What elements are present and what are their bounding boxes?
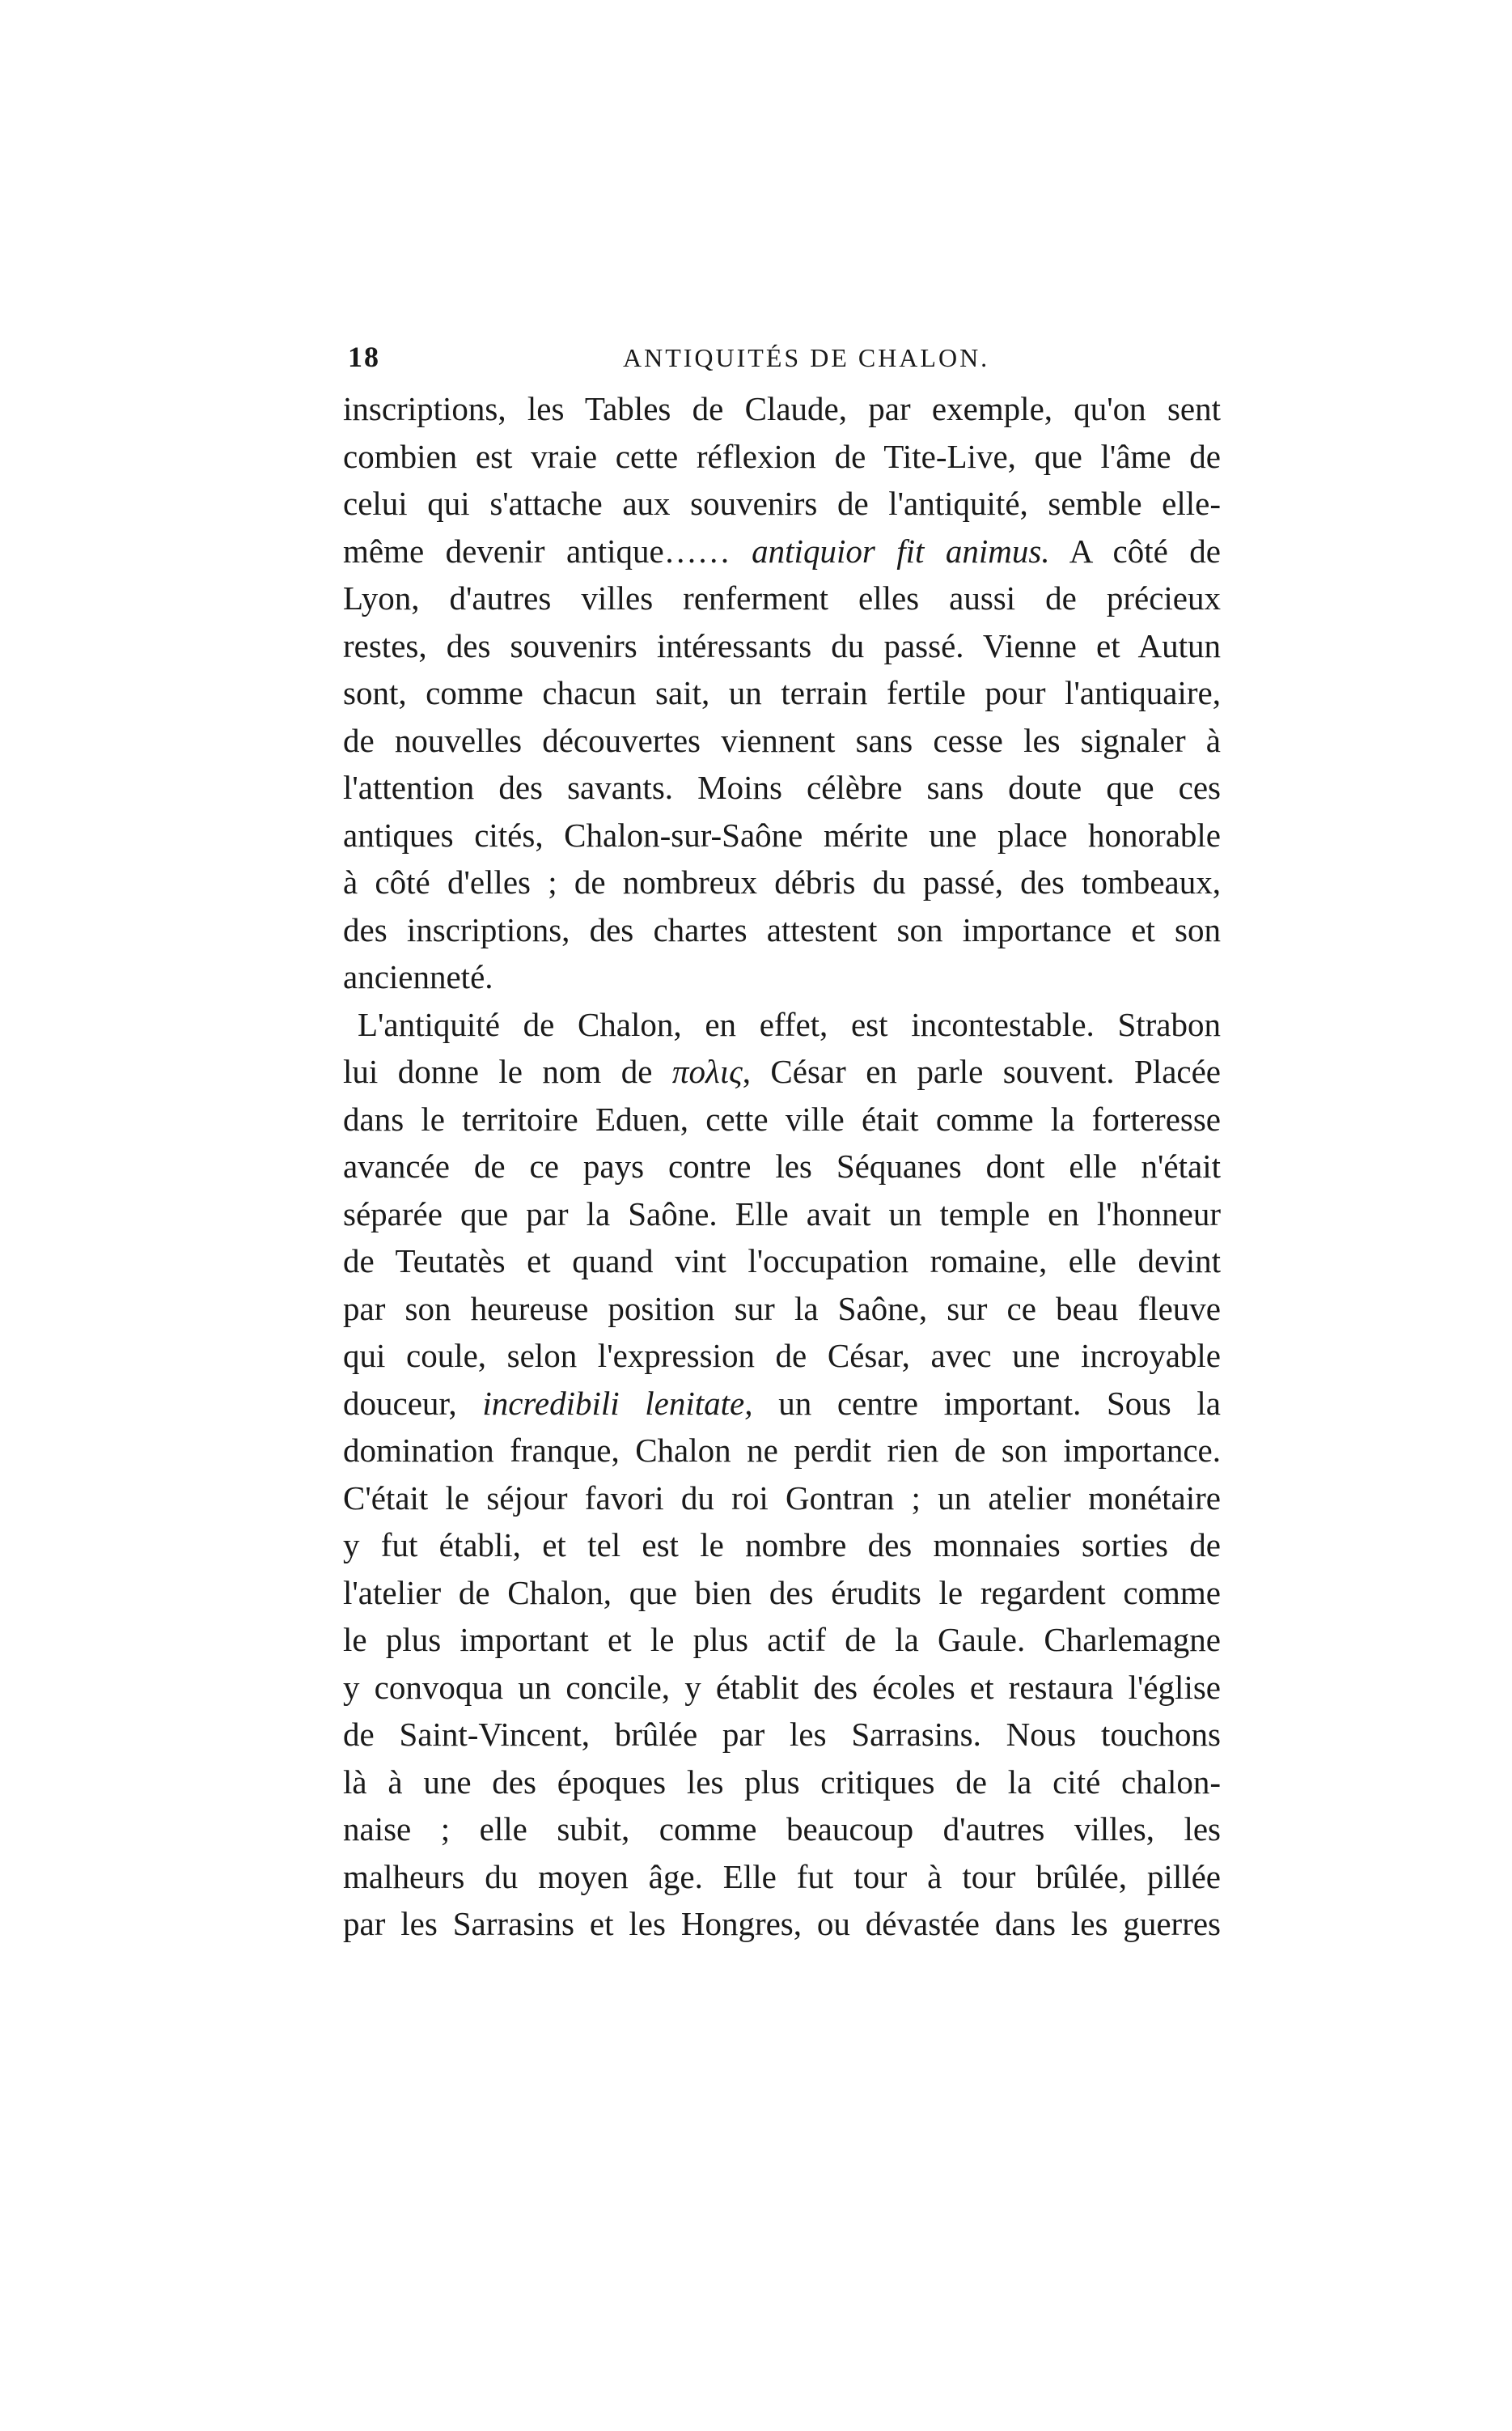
text-line: par les Sarrasins et les Hongres, ou dévastée dans les guerres (343, 1905, 1221, 1942)
text-line: là à une des époques les plus critiques de la cité chalon- (343, 1763, 1221, 1801)
text-line: y convoqua un concile, y établit des écoles et restaura l'église (343, 1668, 1221, 1706)
greek-word: πολις (671, 1053, 743, 1090)
latin-quote: incredibili lenitate, (482, 1384, 753, 1422)
text-line: restes, des souvenirs intéressants du passé. Vienne et Autun (343, 626, 1221, 664)
text-line: de Teutatès et quand vint l'occupation romaine, elle devint (343, 1242, 1221, 1279)
text-line: domination franque, Chalon ne perdit rien de son importance. (343, 1432, 1221, 1469)
running-title: ANTIQUITÉS DE CHALON. (623, 343, 990, 372)
text-line: douceur, incredibili lenitate, un centre important. Sous la (343, 1384, 1221, 1422)
text-line: l'attention des savants. Moins célèbre sans doute que ces (343, 769, 1221, 806)
text-line: même devenir antique…… antiquior fit animus. A côté de (343, 532, 1221, 570)
text-line: qui coule, selon l'expression de César, avec une incroyable (343, 1337, 1221, 1374)
text-line: lui donne le nom de πολις, César en parle souvent. Placée (343, 1053, 1221, 1090)
text-line: par son heureuse position sur la Saône, sur ce beau fleuve (343, 1289, 1221, 1327)
text-line: de nouvelles découvertes viennent sans cesse les signaler à (343, 721, 1221, 759)
text-line: ancienneté. (343, 958, 493, 995)
text-line: des inscriptions, des chartes attestent son importance et son (343, 910, 1221, 948)
running-head (348, 340, 1222, 380)
text-line: séparée que par la Saône. Elle avait un temple en l'honneur (343, 1194, 1221, 1232)
text-line: l'atelier de Chalon, que bien des érudits le regardent comme (343, 1573, 1221, 1611)
latin-quote: antiquior fit animus. (752, 532, 1050, 570)
text-line: sont, comme chacun sait, un terrain fertile pour l'antiquaire, (343, 674, 1221, 711)
text-line: à côté d'elles ; de nombreux débris du passé, des tombeaux, (343, 863, 1221, 901)
text-line: celui qui s'attache aux souvenirs de l'antiquité, semble elle- (343, 485, 1221, 522)
text-line: avancée de ce pays contre les Séquanes dont elle n'était (343, 1148, 1221, 1185)
text-line: antiques cités, Chalon-sur-Saône mérite une place honorable (343, 816, 1221, 854)
text-line: naise ; elle subit, comme beaucoup d'autres villes, les (343, 1810, 1221, 1848)
text-line: C'était le séjour favori du roi Gontran ; un atelier monétaire (343, 1479, 1221, 1517)
text-line: le plus important et le plus actif de la Gaule. Charlemagne (343, 1621, 1221, 1658)
text-line: de Saint-Vincent, brûlée par les Sarrasins. Nous touchons (343, 1716, 1221, 1753)
page-number: 18 (348, 341, 380, 373)
body-text (343, 385, 1221, 1948)
text-line: Lyon, d'autres villes renferment elles aussi de précieux (343, 579, 1221, 617)
text-line: y fut établi, et tel est le nombre des monnaies sorties de (343, 1526, 1221, 1563)
text-line: combien est vraie cette réflexion de Tite-Live, que l'âme de (343, 437, 1221, 475)
text-line: malheurs du moyen âge. Elle fut tour à tour brûlée, pillée (343, 1857, 1221, 1895)
text-line: dans le territoire Eduen, cette ville était comme la forteresse (343, 1100, 1221, 1138)
text-line: L'antiquité de Chalon, en effet, est incontestable. Strabon (358, 1005, 1221, 1043)
text-line: inscriptions, les Tables de Claude, par exemple, qu'on sent (343, 390, 1221, 427)
